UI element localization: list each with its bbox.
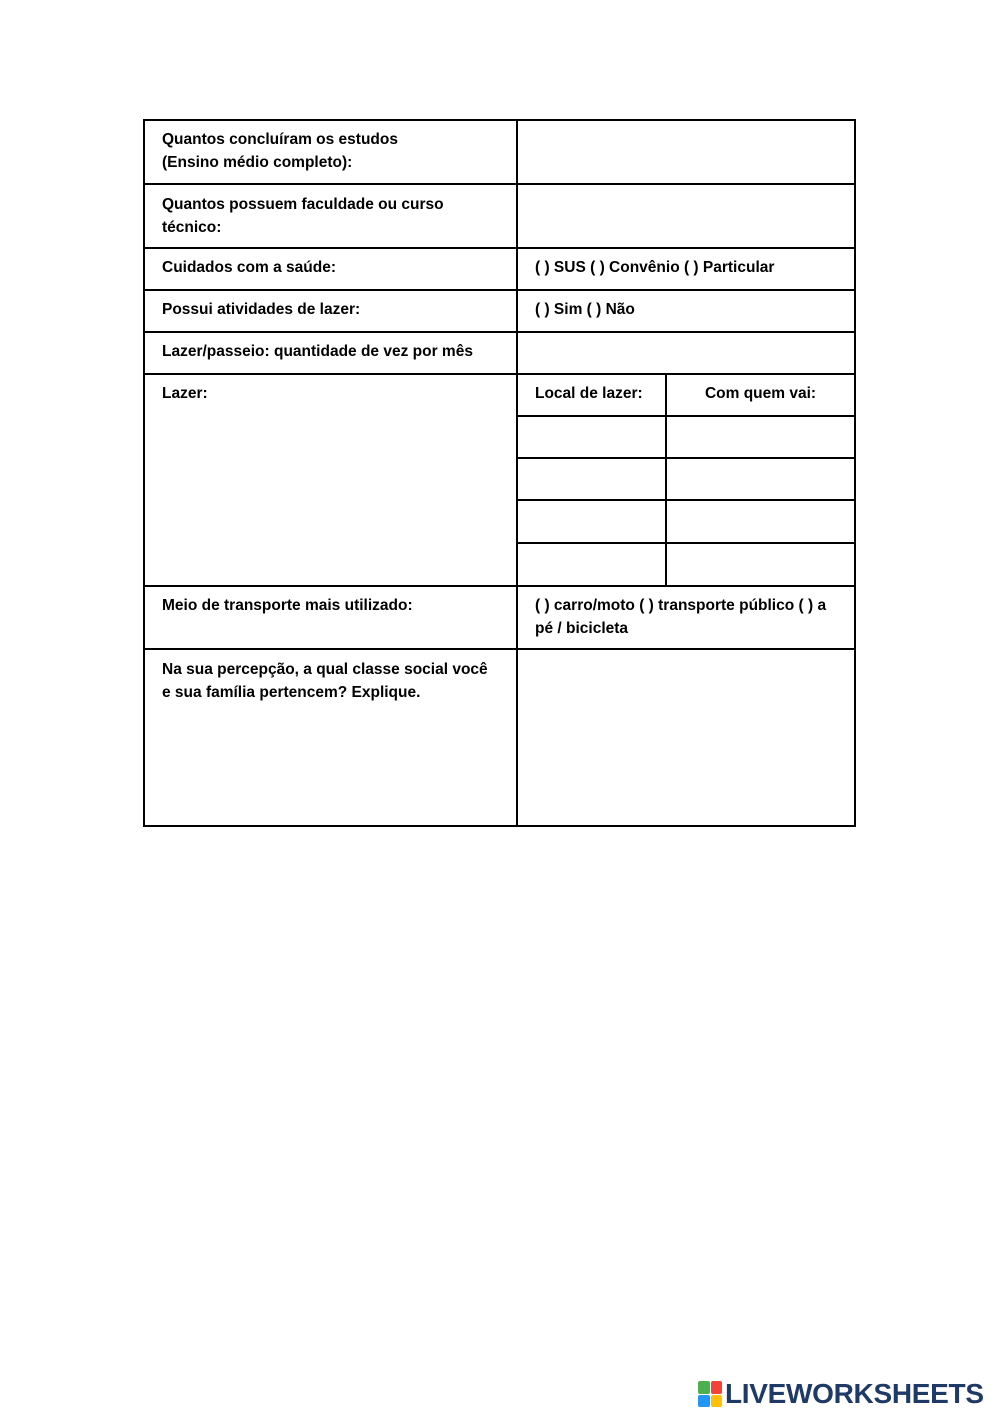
logo-square: [711, 1395, 723, 1408]
row-label-transporte: Meio de transporte mais utilizado:: [162, 597, 413, 614]
label-line: Quantos concluíram os estudos: [162, 131, 398, 148]
row-label-faculdade: [162, 193, 444, 239]
row-label-lazer-frequencia: Lazer/passeio: quantidade de vez por mês: [162, 343, 473, 360]
row-label-saude: Cuidados com a saúde:: [162, 259, 336, 276]
row-label-atividades-lazer: Possui atividades de lazer:: [162, 301, 361, 318]
row-label-ensino-medio: [162, 128, 398, 174]
column-header-local: Local de lazer:: [535, 385, 643, 402]
row-divider: [143, 247, 856, 249]
row-label-lazer: Lazer:: [162, 385, 208, 402]
lazer-companhia-cell[interactable]: [667, 501, 854, 542]
lazer-companhia-cell[interactable]: [667, 417, 854, 457]
logo-square: [698, 1381, 710, 1394]
table-border-right: [854, 119, 856, 827]
survey-table: [143, 119, 856, 827]
label-line: (Ensino médio completo):: [162, 154, 353, 171]
lazer-local-cell[interactable]: [518, 544, 665, 585]
answer-ensino-medio[interactable]: [518, 121, 854, 183]
lazer-companhia-cell[interactable]: [667, 544, 854, 585]
brand-name: LIVEWORKSHEETS: [725, 1378, 984, 1409]
answer-transporte-options[interactable]: [535, 594, 826, 640]
liveworksheets-logo: [698, 1378, 984, 1410]
table-border-bottom: [143, 825, 856, 827]
answer-lazer-frequencia[interactable]: [518, 333, 854, 373]
label-line: e sua família pertencem? Explique.: [162, 684, 421, 701]
row-divider: [143, 373, 856, 375]
lazer-local-cell[interactable]: [518, 501, 665, 542]
lazer-local-cell[interactable]: [518, 417, 665, 457]
answer-line: pé / bicicleta: [535, 620, 629, 637]
answer-saude-options[interactable]: ( ) SUS ( ) Convênio ( ) Particular: [535, 259, 775, 276]
row-divider: [143, 289, 856, 291]
table-border-left: [143, 119, 145, 827]
row-divider: [143, 585, 856, 587]
lazer-local-cell[interactable]: [518, 459, 665, 499]
answer-lazer-options[interactable]: ( ) Sim ( ) Não: [535, 301, 635, 318]
label-line: técnico:: [162, 219, 222, 236]
answer-classe-social[interactable]: [518, 650, 854, 825]
label-line: Quantos possuem faculdade ou curso: [162, 196, 444, 213]
liveworksheets-icon: [698, 1381, 722, 1407]
logo-square: [711, 1381, 723, 1394]
answer-line: ( ) carro/moto ( ) transporte público ( ) a: [535, 597, 827, 614]
answer-faculdade[interactable]: [518, 185, 854, 247]
row-label-classe-social: [162, 658, 488, 704]
lazer-companhia-cell[interactable]: [667, 459, 854, 499]
column-header-com-quem: Com quem vai:: [704, 385, 817, 402]
label-line: Na sua percepção, a qual classe social você: [162, 661, 488, 678]
logo-square: [698, 1395, 710, 1408]
